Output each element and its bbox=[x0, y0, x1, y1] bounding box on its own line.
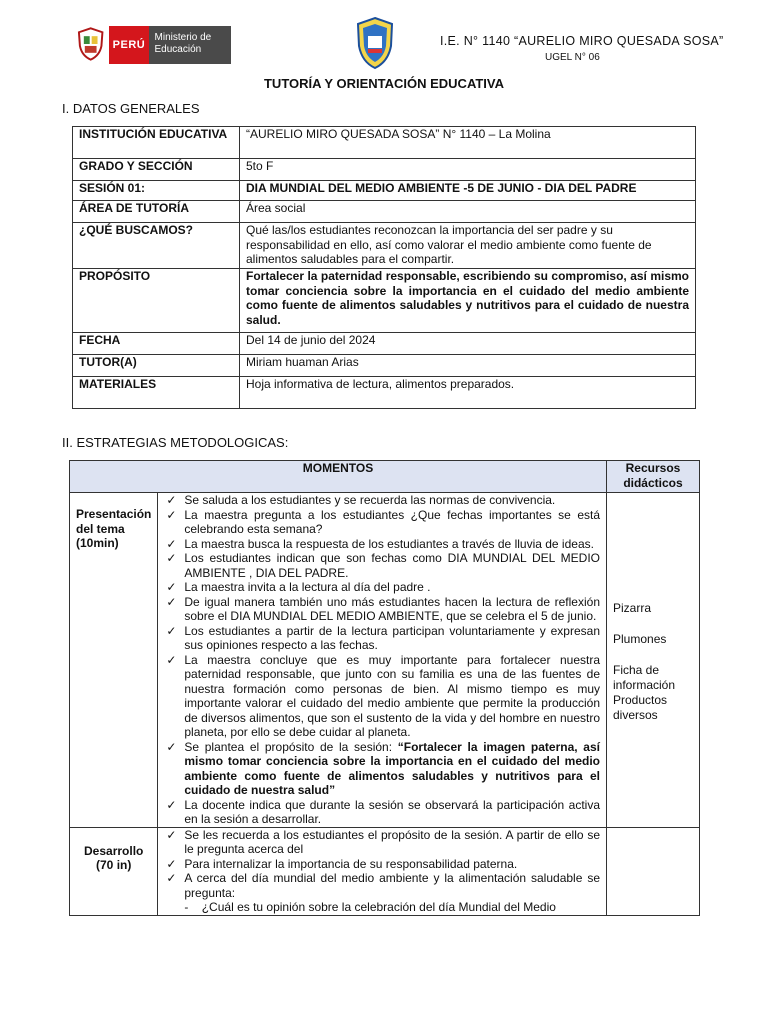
checkmark-icon: ✓ bbox=[166, 871, 177, 885]
row-label: TUTOR(A) bbox=[73, 355, 240, 377]
resource-item: Ficha de información Productos diversos bbox=[613, 663, 676, 722]
row-label: MATERIALES bbox=[73, 377, 240, 409]
row-value: Del 14 de junio del 2024 bbox=[240, 333, 696, 355]
list-item-text: La maestra busca la respuesta de los estudiantes a través de lluvia de ideas. bbox=[184, 536, 594, 551]
table-row bbox=[73, 127, 696, 159]
checkmark-icon: ✓ bbox=[166, 493, 177, 507]
purpose-value: Fortalecer la paternidad responsable, escribiendo su compromiso, así mismo tomar conciencia sobre la importancia en el cuidado del medio ambiente como fuente de alimentos saludables y nutritivos para el cuidado de nuestra salud. bbox=[240, 269, 696, 333]
row-value: Hoja informativa de lectura, alimentos preparados. bbox=[240, 377, 696, 409]
column-header-recursos: Recursos didácticos bbox=[607, 461, 700, 493]
row-label: PROPÓSITO bbox=[73, 269, 240, 333]
checkmark-icon: ✓ bbox=[166, 856, 177, 871]
list-item bbox=[164, 551, 600, 580]
list-item-text: La maestra pregunta a los estudiantes ¿Que fechas importantes se está celebrando esta semana? bbox=[184, 507, 600, 536]
school-name: I.E. N° 1140 “AURELIO MIRO QUESADA SOSA” bbox=[440, 34, 724, 48]
row-label: GRADO Y SECCIÓN bbox=[73, 159, 240, 181]
list-item-text: La maestra invita a la lectura al día del padre . bbox=[184, 580, 431, 594]
checkmark-icon: ✓ bbox=[166, 594, 177, 609]
row-value: Qué las/los estudiantes reconozcan la importancia del ser padre y su responsabilidad en ello, así como valorar el medio ambiente como fuente de alimentos saludables para el compartir. bbox=[240, 223, 696, 269]
table-row bbox=[73, 223, 696, 269]
list-item-text: La docente indica que durante la sesión se observará la participación activa en la sesión a desarrollar. bbox=[184, 797, 600, 826]
checkmark-icon: ✓ bbox=[166, 797, 177, 812]
table-header-row bbox=[70, 461, 700, 493]
session-title: DIA MUNDIAL DEL MEDIO AMBIENTE -5 DE JUNIO - DIA DEL PADRE bbox=[240, 181, 696, 201]
moment-label-desarrollo bbox=[70, 827, 158, 915]
table-row bbox=[73, 377, 696, 409]
row-label: ÁREA DE TUTORÍA bbox=[73, 201, 240, 223]
ministry-label: Ministerio de Educación bbox=[149, 26, 231, 64]
school-seal-icon bbox=[355, 16, 395, 70]
list-item bbox=[164, 828, 600, 857]
list-item-text: Para internalizar la importancia de su responsabilidad paterna. bbox=[184, 856, 518, 871]
list-item bbox=[164, 493, 600, 508]
table-row bbox=[73, 333, 696, 355]
list-item bbox=[164, 580, 600, 595]
list-item-text: Se plantea el propósito de la sesión: bbox=[184, 739, 398, 754]
row-value: 5to F bbox=[240, 159, 696, 181]
session-purpose-quote: “Fortalecer la imagen paterna, así mismo tomar conciencia sobre la importancia en el cuidado del medio ambiente como fuente de alimentos saludables y nutritivos para el cuidado de nuestra salud” bbox=[184, 739, 600, 797]
table-row bbox=[73, 181, 696, 201]
sub-question bbox=[164, 900, 600, 915]
list-item bbox=[164, 508, 600, 537]
table-row bbox=[73, 269, 696, 333]
table-row bbox=[70, 827, 700, 915]
list-item-text: Los estudiantes a partir de la lectura participan voluntariamente y expresan sus opiniones respecto a las fechas. bbox=[184, 623, 600, 652]
checkmark-icon: ✓ bbox=[166, 739, 177, 754]
row-value: Miriam huaman Arias bbox=[240, 355, 696, 377]
moment-label-line: Desarrollo bbox=[84, 843, 144, 858]
resource-item: Plumones bbox=[613, 632, 667, 646]
list-item bbox=[164, 624, 600, 653]
list-item-text: De igual manera también uno más estudiantes hacen la lectura de reflexión sobre el DIA MUNDIAL DEL MEDIO AMBIENTE, que se celebra el 5 de junio. bbox=[184, 594, 600, 623]
list-item bbox=[164, 653, 600, 740]
row-value: “AURELIO MIRO QUESADA SOSA” N° 1140 – La Molina bbox=[240, 127, 696, 159]
list-item-text: La maestra concluye que es muy importante para fortalecer nuestra paternidad responsable, que junto con su familia es una de las fuentes de nuestra formación como personas de bien. Al mismo tiempo es muy importante valorar el cuidado del medio ambiente que permite la producción de diversos alimentos, que son el sustento de la vida y del hombre en nuestro planeta, por ello se debe cuidar al planeta. bbox=[184, 652, 600, 739]
table-row bbox=[73, 201, 696, 223]
strategies-table bbox=[69, 460, 700, 916]
moment-content bbox=[158, 493, 607, 828]
row-label: INSTITUCIÓN EDUCATIVA bbox=[73, 127, 240, 159]
list-item bbox=[164, 537, 600, 552]
dash-bullet: - bbox=[184, 900, 202, 914]
list-item bbox=[164, 857, 600, 872]
general-data-table bbox=[72, 126, 696, 409]
checkmark-icon: ✓ bbox=[166, 623, 177, 638]
table-row bbox=[73, 159, 696, 181]
table-row bbox=[70, 493, 700, 828]
peru-label: PERÚ bbox=[109, 26, 148, 64]
peru-coat-of-arms-icon bbox=[76, 26, 105, 62]
activity-list bbox=[164, 493, 600, 827]
section-heading-estrategias: II. ESTRATEGIAS METODOLOGICAS: bbox=[62, 435, 289, 450]
list-item-text: Los estudiantes indican que son fechas como DIA MUNDIAL DEL MEDIO AMBIENTE , DIA DEL PADRE. bbox=[184, 551, 600, 580]
sub-question-text: ¿Cuál es tu opinión sobre la celebración del día Mundial del Medio bbox=[201, 900, 556, 914]
moment-duration: (70 in) bbox=[96, 858, 132, 872]
moment-label-presentacion: Presentación del tema (10min) bbox=[70, 493, 158, 828]
resource-item: Pizarra bbox=[613, 601, 652, 615]
list-item-text: A cerca del día mundial del medio ambiente y la alimentación saludable se pregunta: bbox=[184, 871, 600, 900]
row-value: Área social bbox=[240, 201, 696, 223]
table-row bbox=[73, 355, 696, 377]
list-item bbox=[164, 798, 600, 827]
list-item bbox=[164, 871, 600, 900]
resources-cell-empty bbox=[607, 827, 700, 915]
checkmark-icon: ✓ bbox=[166, 827, 177, 842]
checkmark-icon: ✓ bbox=[166, 580, 177, 594]
checkmark-icon: ✓ bbox=[166, 536, 177, 551]
ugel-label: UGEL N° 06 bbox=[545, 52, 600, 63]
document-title: TUTORÍA Y ORIENTACIÓN EDUCATIVA bbox=[263, 76, 505, 91]
activity-list bbox=[164, 828, 600, 901]
ministry-logo bbox=[76, 26, 231, 64]
row-label: SESIÓN 01: bbox=[73, 181, 240, 201]
moment-content bbox=[158, 827, 607, 915]
list-item-text: Se saluda a los estudiantes y se recuerda las normas de convivencia. bbox=[184, 493, 556, 507]
column-header-momentos: MOMENTOS bbox=[70, 461, 607, 493]
checkmark-icon: ✓ bbox=[166, 551, 177, 565]
checkmark-icon: ✓ bbox=[166, 652, 177, 667]
list-item-text: Se les recuerda a los estudiantes el propósito de la sesión. A partir de ello se le pregunta acerca del bbox=[184, 827, 600, 856]
row-label: ¿QUÉ BUSCAMOS? bbox=[73, 223, 240, 269]
list-item bbox=[164, 740, 600, 798]
checkmark-icon: ✓ bbox=[166, 507, 177, 522]
document-header bbox=[0, 0, 768, 74]
resources-cell bbox=[607, 493, 700, 828]
row-label: FECHA bbox=[73, 333, 240, 355]
section-heading-datos: I. DATOS GENERALES bbox=[62, 101, 200, 116]
list-item bbox=[164, 595, 600, 624]
